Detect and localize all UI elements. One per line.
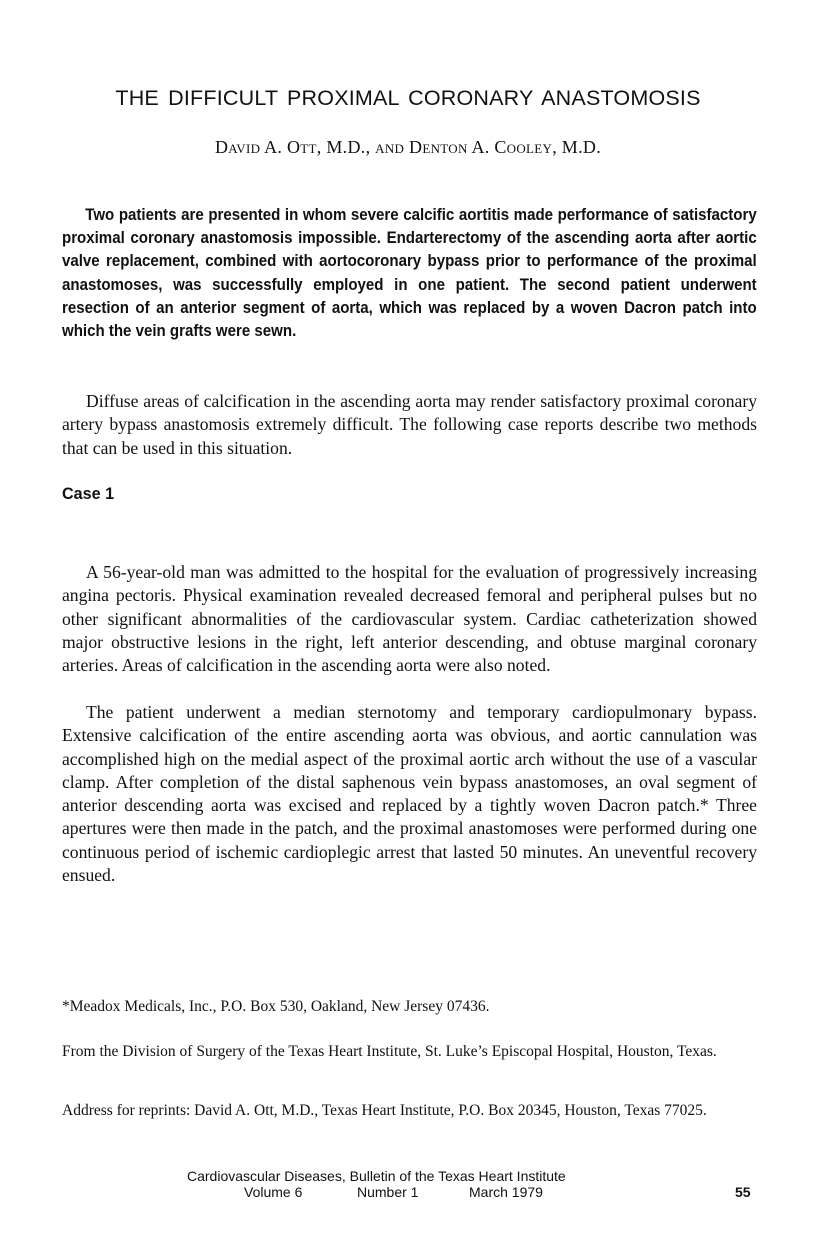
- footnote-reprints: Address for reprints: David A. Ott, M.D., Texas Heart Institute, P.O. Box 20345, Houston, Texas 77025.: [62, 1102, 707, 1119]
- article-authors: David A. Ott, M.D., and Denton A. Cooley, M.D.: [214, 137, 602, 157]
- number-label: Number 1: [357, 1184, 419, 1200]
- issue-info: [244, 1184, 543, 1200]
- article-title: THE DIFFICULT PROXIMAL CORONARY ANASTOMOSIS: [115, 86, 701, 110]
- section-heading-case-1: Case 1: [62, 484, 115, 503]
- intro-paragraph: Diffuse areas of calcification in the ascending aorta may render satisfactory proximal coronary artery bypass anastomosis extremely difficult. The following case reports describe two methods that can be used in this situation.: [62, 391, 757, 458]
- date-label: March 1979: [469, 1184, 543, 1200]
- abstract: Two patients are presented in whom severe calcific aortitis made performance of satisfactory proximal coronary anastomosis impossible. Endarterectomy of the ascending aorta after aortic valve replacement, combined with aortocoronary bypass prior to performance of the proximal anastomoses, was successfully employed in one patient. The second patient underwent resection of an anterior segment of aorta, which was replaced by a woven Dacron patch into which the vein grafts were sewn.: [62, 206, 757, 341]
- case-1-paragraph-2: The patient underwent a median sternotomy and temporary cardiopulmonary bypass. Extensive calcification of the entire ascending aorta was obvious, and aortic cannulation was accomplished high on the medial aspect of the proximal aortic arch without the use of a vascular clamp. After completion of the distal saphenous vein bypass anastomoses, an oval segment of anterior descending aorta was excised and replaced by a tightly woven Dacron patch.* Three apertures were then made in the patch, and the proximal anastomoses were performed during one continuous period of ischemic cardioplegic arrest that lasted 50 minutes. An uneventful recovery ensued.: [62, 702, 757, 886]
- page-number: 55: [735, 1184, 751, 1200]
- case-1-paragraph-1: A 56-year-old man was admitted to the hospital for the evaluation of progressively increasing angina pectoris. Physical examination revealed decreased femoral and peripheral pulses but no other significant abnormalities of the cardiovascular system. Cardiac catheterization showed major obstructive lesions in the right, left anterior descending, and obtuse marginal coronary arteries. Areas of calcification in the ascending aorta were also noted.: [62, 562, 757, 676]
- volume-label: Volume 6: [244, 1184, 303, 1200]
- footnote-manufacturer: *Meadox Medicals, Inc., P.O. Box 530, Oakland, New Jersey 07436.: [62, 998, 490, 1015]
- footnote-affiliation: From the Division of Surgery of the Texas Heart Institute, St. Luke’s Episcopal Hospital, Houston, Texas.: [62, 1043, 717, 1060]
- journal-name: Cardiovascular Diseases, Bulletin of the Texas Heart Institute: [187, 1168, 566, 1184]
